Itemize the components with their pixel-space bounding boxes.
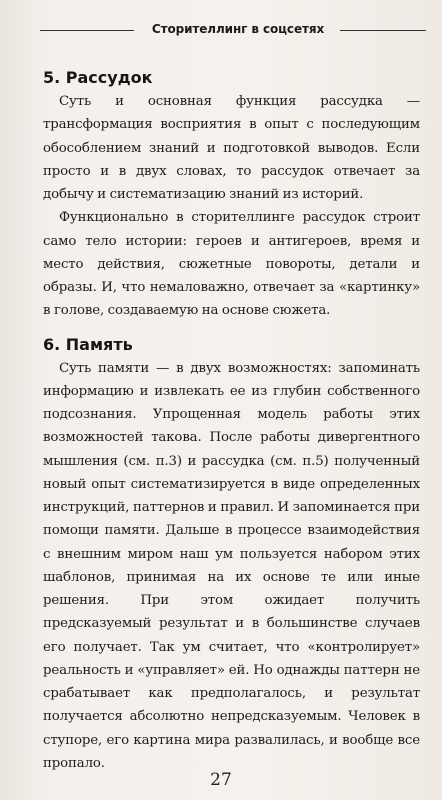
section-heading: 5. Рассудок xyxy=(43,68,153,87)
section-heading: 6. Память xyxy=(43,334,133,354)
paragraph: Суть и основная функция рассудка — трансформация восприятия в опыт с последующим обособлением знаний и подготовкой выводов. Если просто и в двух словах, то рассудок отвечает за добычу и систематизацию знаний из историй. xyxy=(43,94,420,202)
running-title: Сторителлинг в соцсетях xyxy=(151,22,325,36)
header-rule-right xyxy=(340,30,426,31)
paragraph: Функционально в сторителлинге рассудок строит само тело истории: героев и антигероев, время и место действия, сюжетные повороты, детали и образы. И, что немаловажно, отвечает за «картинку» в голове, создаваемую на основе сюжета. xyxy=(43,210,420,319)
body-text xyxy=(43,66,420,775)
running-header xyxy=(40,14,426,38)
section-memory xyxy=(43,333,420,776)
paragraph: Суть памяти — в двух возможностях: запоминать информацию и извлекать ее из глубин собственного подсознания. Упрощенная модель работы этих возможностей такова. После работы дивергентного мышления (см. п.3) и рассудка (см. п.5) полученный новый опыт систематизируется в виде определенных инструкций, паттернов и правил. И запоминается при помощи памяти. Дальше в процессе взаимодействия с внешним миром наш ум пользуется набором этих шаблонов, принимая на их основе те или иные решения. При этом ожидает получить предсказуемый результат и в большинстве случаев его получает. Так ум считает, что «контролирует» реальность и «управляет» ей. Но однажды паттерн не срабатывает как предполагалось, и результат получается абсолютно непредсказуемым. Человек в ступоре, его картина мира развалилась, и вообще все пропало. xyxy=(43,360,420,771)
page-number: 27 xyxy=(210,770,232,790)
section-reason xyxy=(43,66,420,323)
header-rule-left xyxy=(40,30,134,31)
